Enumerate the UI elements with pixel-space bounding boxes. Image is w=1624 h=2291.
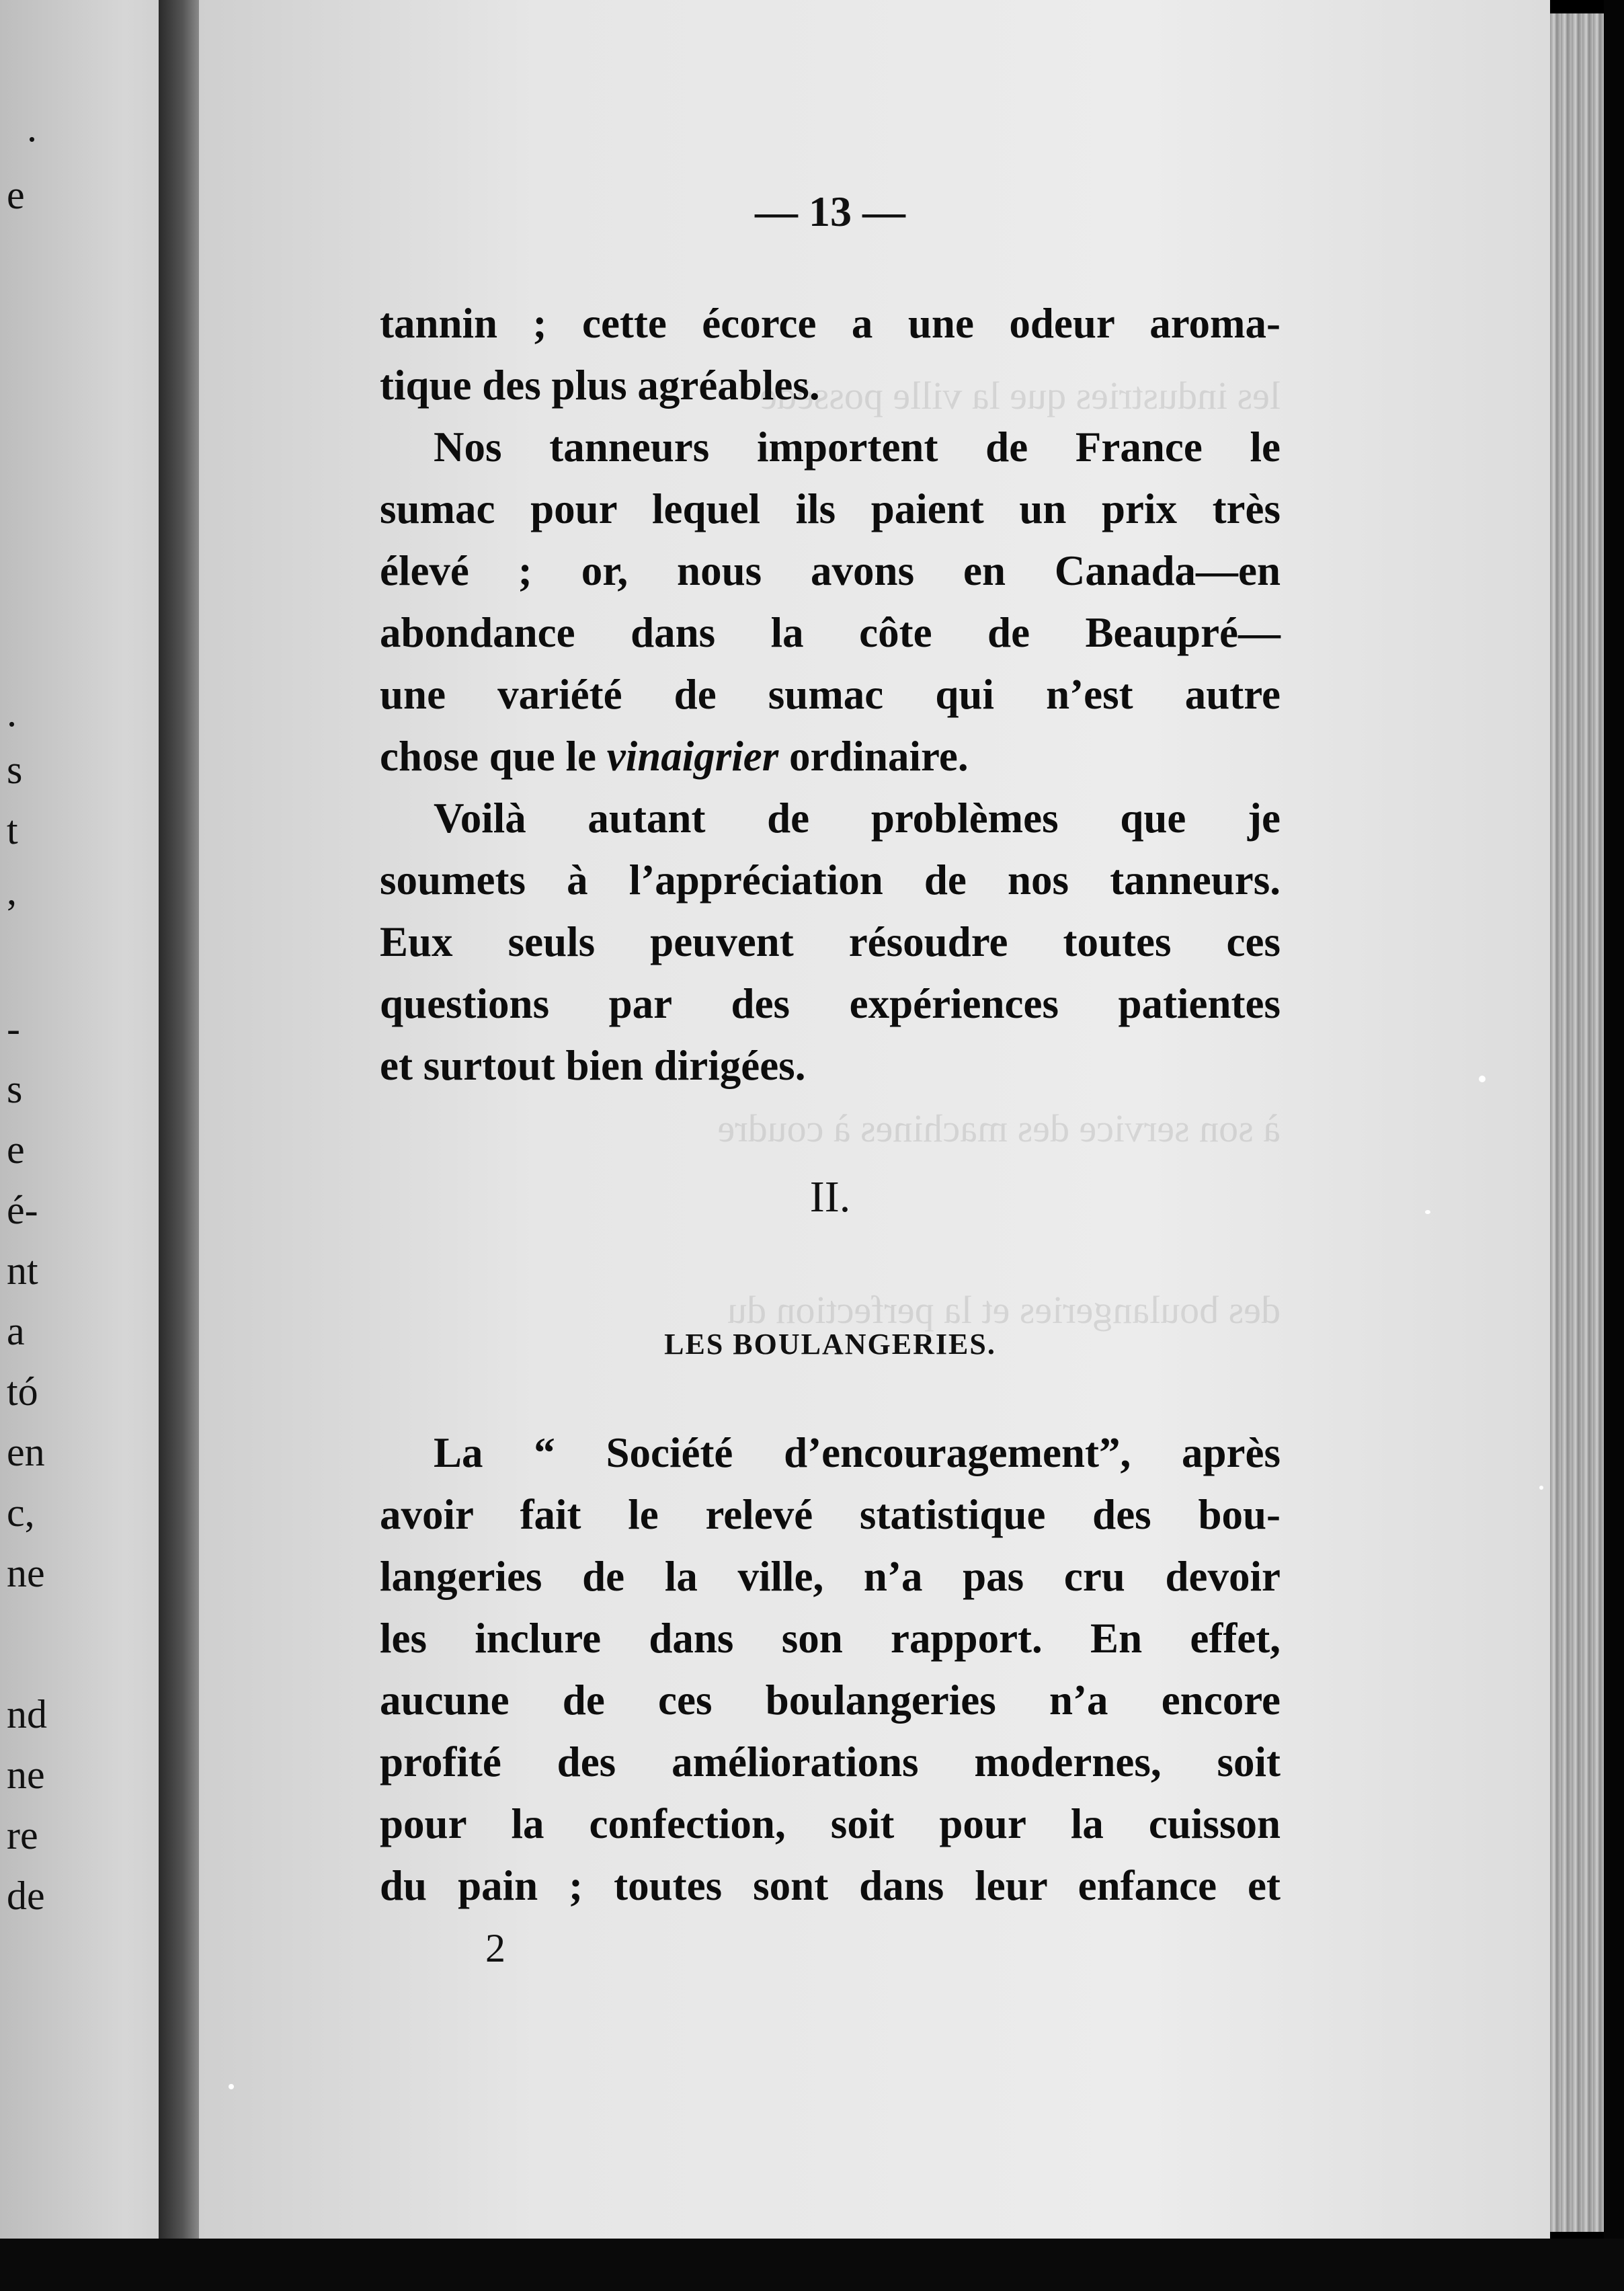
text-line: élevé ; or, nous avons en Canada—en <box>380 547 1281 594</box>
text-line-with-italic <box>380 735 1281 778</box>
text-line: Eux seuls peuvent résoudre toutes ces <box>380 918 1281 965</box>
fragment: e <box>7 173 25 217</box>
scan-border-bottom <box>0 2239 1624 2291</box>
text-line: avoir fait le relevé statistique des bou- <box>380 1491 1281 1538</box>
dust-speck <box>1479 1076 1486 1082</box>
dust-speck <box>1539 1486 1543 1490</box>
text-line: une variété de sumac qui n’est autre <box>380 671 1281 718</box>
text-line: profité des améliorations modernes, soit <box>380 1738 1281 1785</box>
fragment: t <box>7 808 18 852</box>
text-line: sumac pour lequel ils paient un prix très <box>380 485 1281 532</box>
printer-signature-mark: 2 <box>485 1926 505 1970</box>
fragment: - <box>7 1006 20 1051</box>
text-segment: chose que le <box>380 733 596 780</box>
book-gutter <box>159 0 199 2291</box>
fragment: ne <box>7 1551 45 1595</box>
text-line: et surtout bien dirigées. <box>380 1042 806 1089</box>
fragment: e <box>7 1127 25 1172</box>
section-number: II. <box>809 1172 851 1221</box>
page-number: — 13 — <box>755 188 905 235</box>
text-line: pour la confection, soit pour la cuisson <box>380 1800 1281 1847</box>
text-line: tique des plus agréables. <box>380 362 820 409</box>
text-line: tannin ; cette écorce a une odeur aroma- <box>380 300 1281 347</box>
text-line: questions par des expériences patientes <box>380 980 1281 1027</box>
dust-speck <box>1425 1210 1430 1214</box>
fragment: s <box>7 748 23 792</box>
dust-speck <box>229 2084 234 2089</box>
italic-term: vinaigrier <box>606 733 779 780</box>
text-line: abondance dans la côte de Beaupré— <box>380 609 1281 656</box>
text-line: Nos tanneurs importent de France le <box>434 424 1281 471</box>
fragment: , <box>7 869 17 913</box>
fragment: nd <box>7 1692 47 1736</box>
fragment: é- <box>7 1188 38 1232</box>
scan-border-right <box>1604 0 1624 2291</box>
text-line: les inclure dans son rapport. En effet, <box>380 1615 1281 1662</box>
text-line: Voilà autant de problèmes que je <box>434 795 1281 842</box>
text-line: aucune de ces boulangeries n’a encore <box>380 1677 1281 1724</box>
text-line: La “ Société d’encouragement”, après <box>434 1429 1281 1476</box>
fragment: tó <box>7 1369 38 1414</box>
fragment: c, <box>7 1490 35 1535</box>
section-title: LES BOULANGERIES. <box>664 1328 996 1361</box>
fragment: ne <box>7 1753 45 1797</box>
page-stack-edge <box>1550 13 1604 2232</box>
fragment: de <box>7 1874 45 1918</box>
fragment: . <box>7 690 17 735</box>
fragment: s <box>7 1067 23 1111</box>
fragment: en <box>7 1430 45 1474</box>
fragment: a <box>7 1309 25 1353</box>
text-line: langeries de la ville, n’a pas cru devoir <box>380 1553 1281 1600</box>
text-segment: ordinaire. <box>789 733 969 780</box>
fragment: nt <box>7 1248 38 1293</box>
fragment: . <box>27 106 37 150</box>
text-line: du pain ; toutes sont dans leur enfance et <box>380 1862 1281 1909</box>
fragment: re <box>7 1813 38 1857</box>
text-line: soumets à l’appréciation de nos tanneurs. <box>380 856 1281 903</box>
